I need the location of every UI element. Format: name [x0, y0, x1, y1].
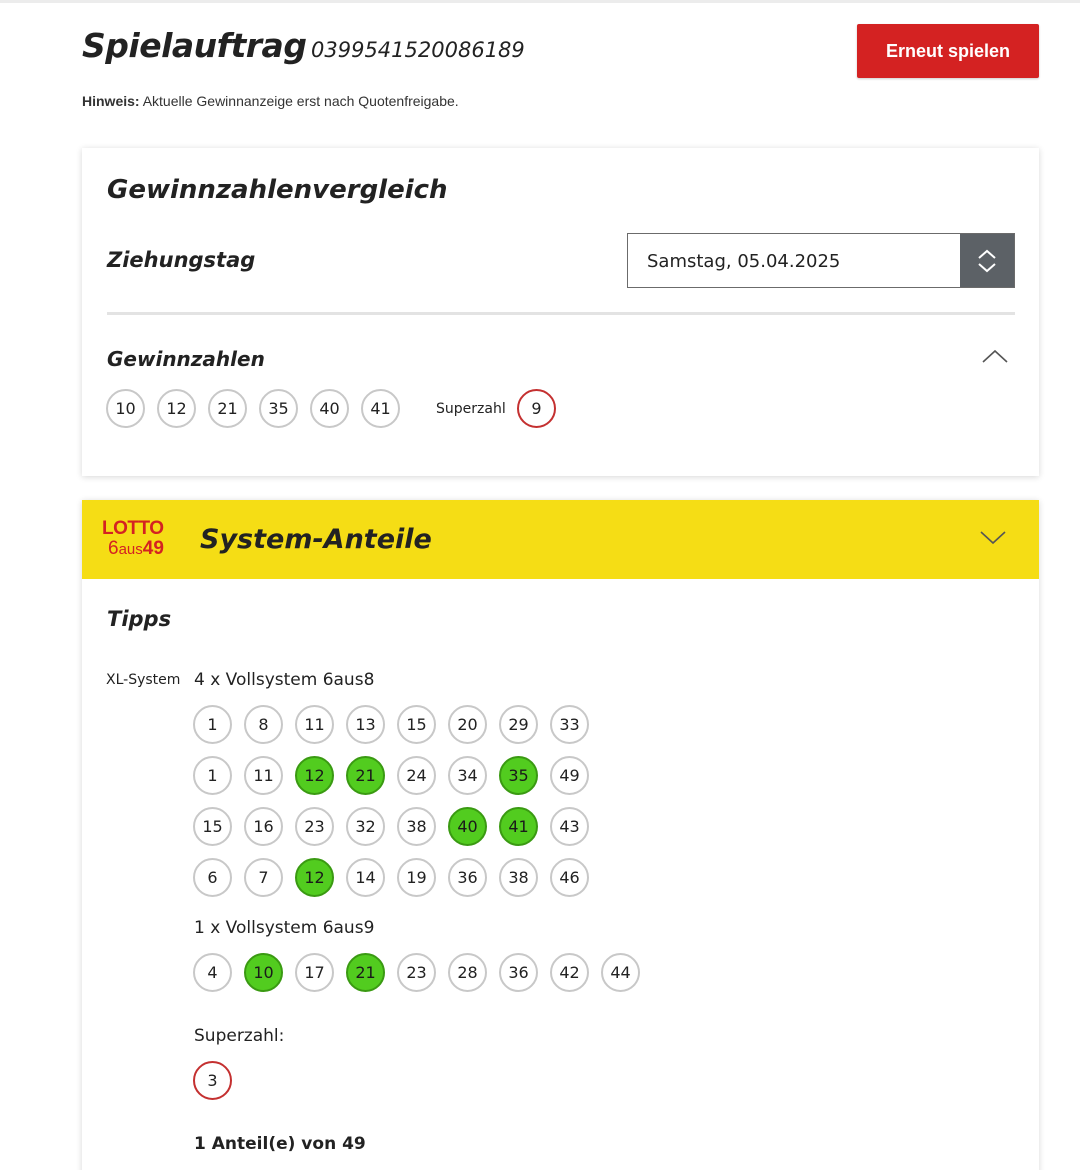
tip-number: 23 [295, 807, 334, 846]
tip-number: 38 [397, 807, 436, 846]
lotto-logo [102, 518, 184, 562]
tip-number-hit: 41 [499, 807, 538, 846]
tip-superzahl-label: Superzahl: [194, 1026, 285, 1046]
logo-aus: aus [118, 541, 143, 558]
chevron-up-icon[interactable] [982, 348, 1008, 369]
tip-number: 32 [346, 807, 385, 846]
tip-number: 33 [550, 705, 589, 744]
winning-number-ball: 12 [157, 389, 196, 428]
tip-number: 17 [295, 953, 334, 992]
order-number: 0399541520086189 [311, 38, 525, 62]
tip-number: 20 [448, 705, 487, 744]
tip-number: 15 [193, 807, 232, 846]
tip-number: 38 [499, 858, 538, 897]
tip-number-hit: 12 [295, 756, 334, 795]
tip-number: 15 [397, 705, 436, 744]
system-card [82, 500, 1039, 1170]
tip-number-hit: 10 [244, 953, 283, 992]
tip-row [193, 807, 893, 847]
tip-number: 1 [193, 756, 232, 795]
system-header[interactable] [82, 500, 1039, 579]
select-arrows-icon[interactable] [960, 234, 1014, 287]
logo-49: 49 [142, 538, 164, 559]
tip-number-hit: 12 [295, 858, 334, 897]
tip-number: 19 [397, 858, 436, 897]
draw-day-value: Samstag, 05.04.2025 [647, 251, 841, 272]
tip-number: 34 [448, 756, 487, 795]
tip-number-hit: 40 [448, 807, 487, 846]
hint-text [82, 93, 459, 109]
tip-number: 16 [244, 807, 283, 846]
tip-number: 13 [346, 705, 385, 744]
chevron-down-icon[interactable] [980, 530, 1006, 551]
superzahl-label: Superzahl [436, 401, 506, 417]
tip-row [193, 705, 893, 745]
tip-superzahl-ball: 3 [193, 1061, 232, 1100]
draw-day-select[interactable] [627, 233, 1015, 288]
tip-number-hit: 21 [346, 953, 385, 992]
tip-number: 36 [499, 953, 538, 992]
winning-number-ball: 41 [361, 389, 400, 428]
winning-number-ball: 10 [106, 389, 145, 428]
draw-day-label: Ziehungstag [107, 248, 256, 272]
group1-label: 4 x Vollsystem 6aus8 [194, 670, 375, 690]
tip-number: 29 [499, 705, 538, 744]
tip-number: 24 [397, 756, 436, 795]
logo-line2 [108, 538, 164, 560]
tip-number: 49 [550, 756, 589, 795]
tip-row [193, 858, 893, 898]
tip-number: 8 [244, 705, 283, 744]
tip-number-hit: 35 [499, 756, 538, 795]
tip-number: 4 [193, 953, 232, 992]
tip-number: 11 [295, 705, 334, 744]
top-border [0, 0, 1080, 3]
group2-label: 1 x Vollsystem 6aus9 [194, 918, 375, 938]
comparison-card [82, 148, 1039, 476]
winning-number-ball: 21 [208, 389, 247, 428]
page-header [82, 24, 1039, 84]
tip-number: 14 [346, 858, 385, 897]
hint-message: Aktuelle Gewinnanzeige erst nach Quotenfreigabe. [142, 93, 459, 109]
logo-line1: LOTTO [102, 518, 164, 539]
comparison-title: Gewinnzahlenvergleich [107, 175, 448, 205]
tip-number: 42 [550, 953, 589, 992]
tip-number: 1 [193, 705, 232, 744]
tip-number-hit: 21 [346, 756, 385, 795]
logo-6: 6 [108, 538, 119, 559]
xl-system-label: XL-System [106, 672, 181, 688]
page-title: Spielauftrag [82, 26, 307, 65]
superzahl-ball: 9 [517, 389, 556, 428]
tip-number: 28 [448, 953, 487, 992]
tip-number: 23 [397, 953, 436, 992]
hint-label: Hinweis: [82, 93, 140, 109]
system-title: System-Anteile [200, 524, 432, 555]
tip-number: 44 [601, 953, 640, 992]
shares-text: 1 Anteil(e) von 49 [194, 1134, 366, 1154]
winning-numbers-label: Gewinnzahlen [107, 347, 265, 371]
tip-number: 43 [550, 807, 589, 846]
tip-number: 7 [244, 858, 283, 897]
winning-number-ball: 40 [310, 389, 349, 428]
tip-number: 36 [448, 858, 487, 897]
tip-number: 46 [550, 858, 589, 897]
tipps-title: Tipps [107, 607, 172, 631]
divider [107, 312, 1015, 315]
tip-row [193, 756, 893, 796]
replay-button[interactable]: Erneut spielen [857, 24, 1039, 78]
tip-number: 6 [193, 858, 232, 897]
winning-number-ball: 35 [259, 389, 298, 428]
tip-number: 11 [244, 756, 283, 795]
tip-row [193, 953, 893, 993]
